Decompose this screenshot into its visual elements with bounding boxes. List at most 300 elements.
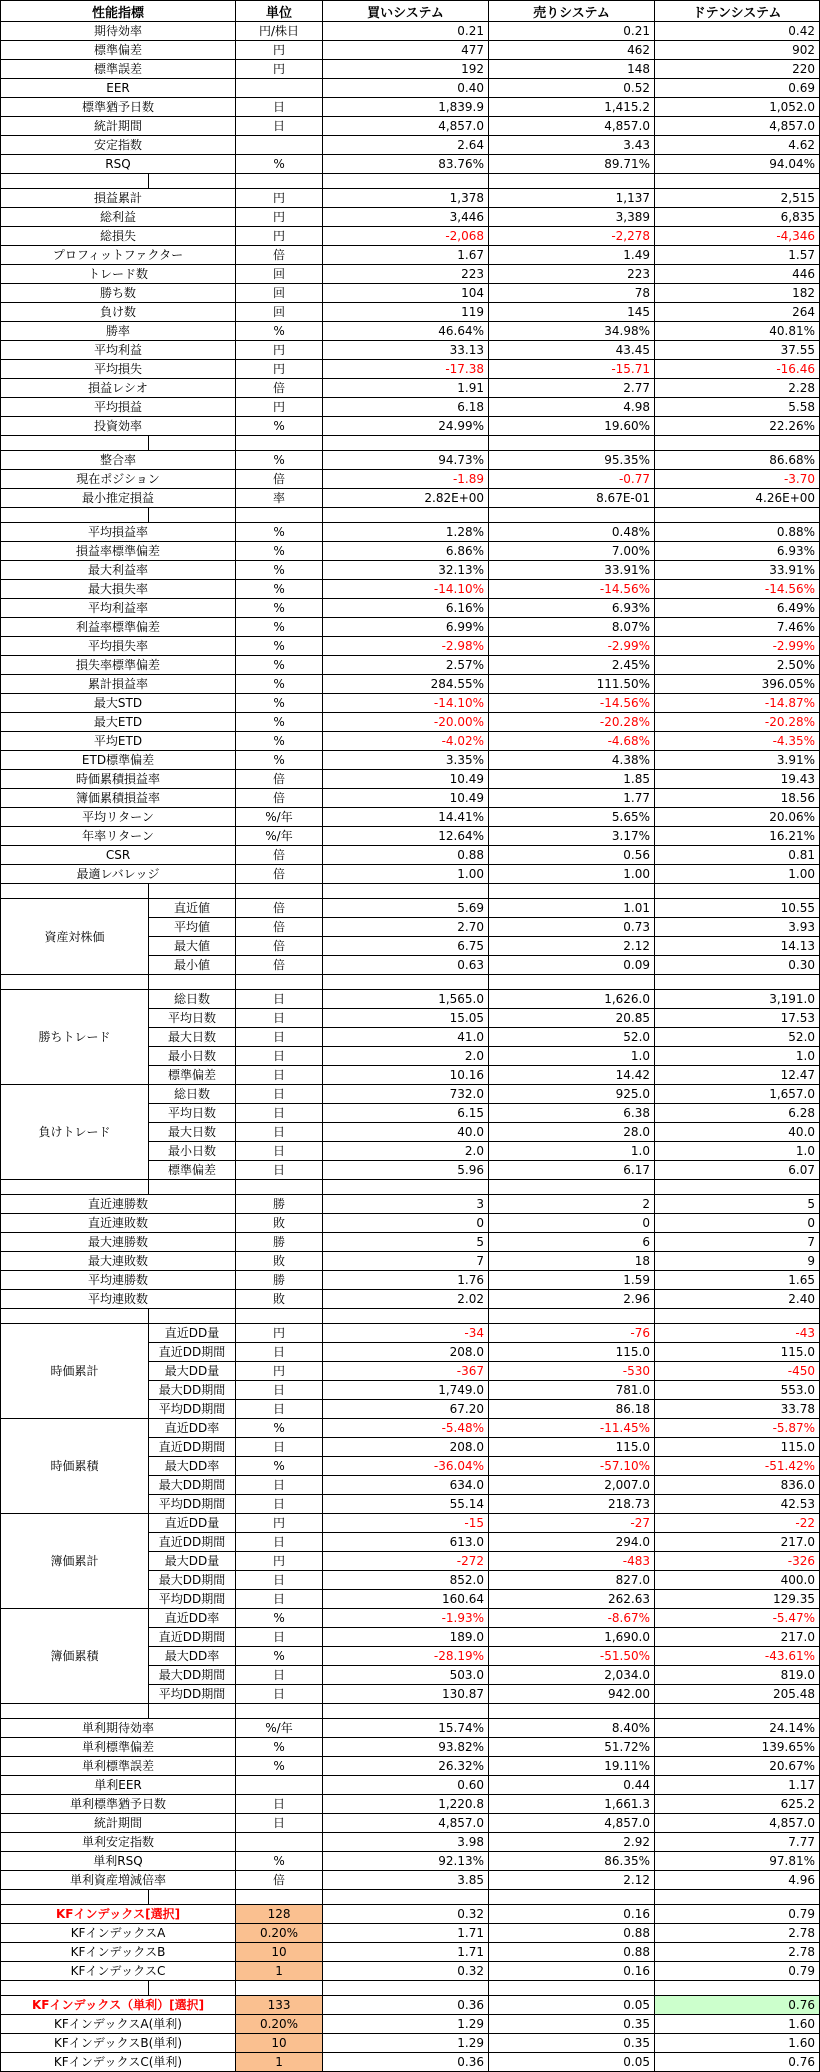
value-cell: 902	[655, 41, 820, 60]
value-cell: 2.50%	[655, 656, 820, 675]
unit-cell: 日	[236, 1590, 323, 1609]
unit-cell: 倍	[236, 899, 323, 918]
value-cell: 400.0	[655, 1571, 820, 1590]
value-cell: 1.71	[323, 1924, 489, 1943]
value-cell: 1.00	[323, 865, 489, 884]
spacer-cell	[655, 1704, 820, 1719]
value-cell: 51.72%	[489, 1738, 655, 1757]
value-cell: 4.98	[489, 398, 655, 417]
metric-label: CSR	[1, 846, 236, 865]
metric-label: 単利期待効率	[1, 1719, 236, 1738]
spacer-cell	[655, 1890, 820, 1905]
spacer-cell	[489, 1981, 655, 1996]
unit-cell: %	[236, 1738, 323, 1757]
value-cell: 732.0	[323, 1085, 489, 1104]
value-cell: 264	[655, 303, 820, 322]
value-cell: 223	[489, 265, 655, 284]
unit-cell: %	[236, 599, 323, 618]
spacer-cell	[323, 436, 489, 451]
value-cell: 1,565.0	[323, 990, 489, 1009]
unit-cell	[236, 79, 323, 98]
value-cell: 33.78	[655, 1400, 820, 1419]
metric-label: 年率リターン	[1, 827, 236, 846]
value-cell: 0.21	[323, 22, 489, 41]
unit-cell: 敗	[236, 1290, 323, 1309]
value-cell: -15.71	[489, 360, 655, 379]
value-cell: 67.20	[323, 1400, 489, 1419]
metric-label: 最大利益率	[1, 561, 236, 580]
unit-cell: 率	[236, 489, 323, 508]
value-cell: 0.35	[489, 2015, 655, 2034]
value-cell: 7.46%	[655, 618, 820, 637]
spacer-cell	[489, 174, 655, 189]
value-cell: 0.76	[655, 2053, 820, 2072]
spacer-cell	[489, 436, 655, 451]
unit-cell: 倍	[236, 1871, 323, 1890]
value-cell: 1.0	[489, 1142, 655, 1161]
table-row	[1, 360, 820, 379]
spacer-cell	[323, 1704, 489, 1719]
metric-label: 簿価累積損益率	[1, 789, 236, 808]
spacer-cell	[655, 975, 820, 990]
value-cell: 0.21	[489, 22, 655, 41]
value-cell: 94.04%	[655, 155, 820, 174]
unit-cell: 0.20%	[236, 1924, 323, 1943]
value-cell: 0.52	[489, 79, 655, 98]
value-cell: 10.16	[323, 1066, 489, 1085]
unit-cell: 日	[236, 117, 323, 136]
spacer-cell	[323, 1180, 489, 1195]
metric-label: 平均DD期間	[149, 1685, 236, 1704]
unit-cell: 倍	[236, 918, 323, 937]
value-cell: 2.70	[323, 918, 489, 937]
spacer-cell	[149, 1704, 236, 1719]
metric-label: 最大DD率	[149, 1647, 236, 1666]
value-cell: -2,278	[489, 227, 655, 246]
value-cell: 4.96	[655, 1871, 820, 1890]
value-cell: 33.13	[323, 341, 489, 360]
spacer-cell	[655, 1981, 820, 1996]
group-label: 簿価累計	[1, 1514, 149, 1609]
table-row	[1, 846, 820, 865]
table-row	[1, 1852, 820, 1871]
table-row	[1, 208, 820, 227]
value-cell: 0.32	[323, 1962, 489, 1981]
value-cell: 7.77	[655, 1833, 820, 1852]
metric-label: KFインデックス[選択]	[1, 1905, 236, 1924]
value-cell: 6.99%	[323, 618, 489, 637]
metric-label: 直近DD期間	[149, 1628, 236, 1647]
value-cell: 93.82%	[323, 1738, 489, 1757]
value-cell: 1.57	[655, 246, 820, 265]
unit-cell: 倍	[236, 789, 323, 808]
unit-cell: 回	[236, 265, 323, 284]
value-cell: 2.92	[489, 1833, 655, 1852]
value-cell: 0.88	[489, 1924, 655, 1943]
value-cell: 18	[489, 1252, 655, 1271]
unit-cell: 日	[236, 1400, 323, 1419]
table-row	[1, 542, 820, 561]
value-cell: 0	[323, 1214, 489, 1233]
table-row	[1, 1195, 820, 1214]
value-cell: 34.98%	[489, 322, 655, 341]
value-cell: 1,415.2	[489, 98, 655, 117]
spacer-cell	[1, 1981, 149, 1996]
value-cell: 2.82E+00	[323, 489, 489, 508]
metric-label: 時価累積損益率	[1, 770, 236, 789]
table-row	[1, 1757, 820, 1776]
value-cell: 217.0	[655, 1628, 820, 1647]
metric-label: ETD標準偏差	[1, 751, 236, 770]
value-cell: 6.49%	[655, 599, 820, 618]
spacer-cell	[149, 508, 236, 523]
value-cell: -57.10%	[489, 1457, 655, 1476]
spacer-cell	[323, 1890, 489, 1905]
value-cell: 0.35	[489, 2034, 655, 2053]
value-cell: 86.18	[489, 1400, 655, 1419]
unit-cell: 日	[236, 1381, 323, 1400]
spacer-cell	[149, 1309, 236, 1324]
spacer-cell	[489, 1180, 655, 1195]
spacer-row	[1, 975, 820, 990]
unit-cell: 円	[236, 1514, 323, 1533]
table-row	[1, 561, 820, 580]
value-cell: 0	[489, 1214, 655, 1233]
value-cell: 1.17	[655, 1776, 820, 1795]
value-cell: -14.56%	[655, 580, 820, 599]
value-cell: 2.0	[323, 1142, 489, 1161]
value-cell: 2.40	[655, 1290, 820, 1309]
unit-cell: 勝	[236, 1271, 323, 1290]
value-cell: 20.06%	[655, 808, 820, 827]
metric-label: 最小日数	[149, 1142, 236, 1161]
spacer-cell	[489, 1704, 655, 1719]
unit-cell: 円	[236, 341, 323, 360]
spacer-cell	[236, 1981, 323, 1996]
metric-label: 投資効率	[1, 417, 236, 436]
metric-label: 単利標準偏差	[1, 1738, 236, 1757]
table-row	[1, 1943, 820, 1962]
table-row	[1, 41, 820, 60]
metric-label: 最大DD期間	[149, 1381, 236, 1400]
value-cell: 1.77	[489, 789, 655, 808]
unit-cell: %	[236, 580, 323, 599]
table-row	[1, 675, 820, 694]
value-cell: 0.05	[489, 1996, 655, 2015]
spacer-row	[1, 436, 820, 451]
metric-label: 損失率標準偏差	[1, 656, 236, 675]
value-cell: 1,661.3	[489, 1795, 655, 1814]
value-cell: 223	[323, 265, 489, 284]
value-cell: 634.0	[323, 1476, 489, 1495]
unit-cell: 倍	[236, 956, 323, 975]
value-cell: -3.70	[655, 470, 820, 489]
table-row	[1, 1719, 820, 1738]
table-row	[1, 155, 820, 174]
metric-label: 平均利益率	[1, 599, 236, 618]
unit-cell: 日	[236, 1685, 323, 1704]
value-cell: -4.68%	[489, 732, 655, 751]
metric-label: 平均値	[149, 918, 236, 937]
value-cell: -27	[489, 1514, 655, 1533]
spacer-cell	[236, 1704, 323, 1719]
value-cell: 20.67%	[655, 1757, 820, 1776]
spacer-cell	[489, 975, 655, 990]
table-row	[1, 1324, 820, 1343]
value-cell: 4,857.0	[489, 117, 655, 136]
metric-label: 総利益	[1, 208, 236, 227]
value-cell: 942.00	[489, 1685, 655, 1704]
value-cell: 6.18	[323, 398, 489, 417]
metric-label: 総損失	[1, 227, 236, 246]
unit-cell: 円	[236, 1552, 323, 1571]
value-cell: 0.05	[489, 2053, 655, 2072]
group-label: 勝ちトレード	[1, 990, 149, 1085]
value-cell: 0.79	[655, 1962, 820, 1981]
unit-cell: 円	[236, 208, 323, 227]
value-cell: 6.07	[655, 1161, 820, 1180]
unit-cell: 10	[236, 1943, 323, 1962]
value-cell: 5.58	[655, 398, 820, 417]
unit-cell: %	[236, 155, 323, 174]
metric-label: KFインデックスB	[1, 1943, 236, 1962]
header-doten-system: ドテンシステム	[655, 1, 820, 22]
unit-cell: %	[236, 561, 323, 580]
unit-cell: 敗	[236, 1252, 323, 1271]
value-cell: 446	[655, 265, 820, 284]
value-cell: 3,389	[489, 208, 655, 227]
unit-cell: 日	[236, 1666, 323, 1685]
metric-label: 整合率	[1, 451, 236, 470]
value-cell: 7	[323, 1252, 489, 1271]
value-cell: -14.10%	[323, 694, 489, 713]
spacer-cell	[236, 436, 323, 451]
value-cell: 12.64%	[323, 827, 489, 846]
spacer-cell	[149, 436, 236, 451]
value-cell: 1.67	[323, 246, 489, 265]
value-cell: 37.55	[655, 341, 820, 360]
value-cell: 2.28	[655, 379, 820, 398]
value-cell: 86.35%	[489, 1852, 655, 1871]
group-label: 資産対株価	[1, 899, 149, 975]
metric-label: 直近値	[149, 899, 236, 918]
value-cell: 139.65%	[655, 1738, 820, 1757]
spacer-cell	[236, 884, 323, 899]
unit-cell: %	[236, 713, 323, 732]
table-row	[1, 1271, 820, 1290]
unit-cell: %	[236, 732, 323, 751]
table-row	[1, 60, 820, 79]
value-cell: 1.0	[655, 1142, 820, 1161]
value-cell: 18.56	[655, 789, 820, 808]
spacer-cell	[236, 975, 323, 990]
metric-label: 損益累計	[1, 189, 236, 208]
header-metric: 性能指標	[1, 1, 236, 22]
value-cell: 1,137	[489, 189, 655, 208]
metric-label: 直近DD率	[149, 1419, 236, 1438]
metric-label: 安定指数	[1, 136, 236, 155]
value-cell: 5.65%	[489, 808, 655, 827]
table-row	[1, 580, 820, 599]
spacer-cell	[323, 1309, 489, 1324]
value-cell: 220	[655, 60, 820, 79]
value-cell: 1.29	[323, 2034, 489, 2053]
unit-cell: 日	[236, 1085, 323, 1104]
table-row	[1, 637, 820, 656]
spacer-cell	[655, 174, 820, 189]
value-cell: 52.0	[655, 1028, 820, 1047]
value-cell: 192	[323, 60, 489, 79]
spacer-cell	[1, 975, 149, 990]
value-cell: 1,749.0	[323, 1381, 489, 1400]
metric-label: 勝ち数	[1, 284, 236, 303]
value-cell: 94.73%	[323, 451, 489, 470]
table-row	[1, 713, 820, 732]
metric-label: 平均DD期間	[149, 1400, 236, 1419]
unit-cell: 円	[236, 189, 323, 208]
value-cell: 28.0	[489, 1123, 655, 1142]
value-cell: 3.35%	[323, 751, 489, 770]
value-cell: 119	[323, 303, 489, 322]
metric-label: 最大日数	[149, 1028, 236, 1047]
value-cell: 9	[655, 1252, 820, 1271]
metric-label: 直近DD率	[149, 1609, 236, 1628]
value-cell: 115.0	[655, 1343, 820, 1362]
unit-cell: 1	[236, 1962, 323, 1981]
unit-cell: %	[236, 1457, 323, 1476]
value-cell: 0.32	[323, 1905, 489, 1924]
unit-cell: 倍	[236, 379, 323, 398]
metric-label: 最大連勝数	[1, 1233, 236, 1252]
metric-label: 標準偏差	[1, 41, 236, 60]
value-cell: 4.38%	[489, 751, 655, 770]
spacer-cell	[1, 884, 149, 899]
value-cell: -4.02%	[323, 732, 489, 751]
value-cell: 10.49	[323, 770, 489, 789]
unit-cell: 日	[236, 1533, 323, 1552]
unit-cell: 日	[236, 1628, 323, 1647]
unit-cell: 倍	[236, 770, 323, 789]
value-cell: 2.64	[323, 136, 489, 155]
value-cell: 1.00	[489, 865, 655, 884]
value-cell: 24.99%	[323, 417, 489, 436]
spacer-cell	[323, 884, 489, 899]
value-cell: 115.0	[655, 1438, 820, 1457]
spacer-row	[1, 1309, 820, 1324]
metric-label: 最大DD率	[149, 1457, 236, 1476]
table-row	[1, 246, 820, 265]
metric-label: 平均損益	[1, 398, 236, 417]
value-cell: 115.0	[489, 1343, 655, 1362]
unit-cell: 日	[236, 990, 323, 1009]
value-cell: 205.48	[655, 1685, 820, 1704]
group-label: 時価累積	[1, 1419, 149, 1514]
spacer-cell	[655, 884, 820, 899]
metric-label: 最大値	[149, 937, 236, 956]
value-cell: 20.85	[489, 1009, 655, 1028]
table-row	[1, 451, 820, 470]
metric-label: トレード数	[1, 265, 236, 284]
metric-label: 最大日数	[149, 1123, 236, 1142]
metric-label: 平均損益率	[1, 523, 236, 542]
value-cell: 0	[655, 1214, 820, 1233]
value-cell: 14.42	[489, 1066, 655, 1085]
unit-cell: %	[236, 1757, 323, 1776]
metric-label: 単利資産増減倍率	[1, 1871, 236, 1890]
metric-label: 標準偏差	[149, 1066, 236, 1085]
metric-label: 直近DD期間	[149, 1533, 236, 1552]
value-cell: -14.56%	[489, 694, 655, 713]
table-row	[1, 1871, 820, 1890]
value-cell: 129.35	[655, 1590, 820, 1609]
metric-label: 平均損失	[1, 360, 236, 379]
table-row	[1, 489, 820, 508]
value-cell: 19.11%	[489, 1757, 655, 1776]
value-cell: 0.30	[655, 956, 820, 975]
value-cell: 1.71	[323, 1943, 489, 1962]
value-cell: 41.0	[323, 1028, 489, 1047]
table-row	[1, 618, 820, 637]
value-cell: 1,839.9	[323, 98, 489, 117]
metric-label: 最大損失率	[1, 580, 236, 599]
value-cell: 1,626.0	[489, 990, 655, 1009]
metric-label: KFインデックス（単利）[選択]	[1, 1996, 236, 2015]
table-row	[1, 1996, 820, 2015]
value-cell: -5.87%	[655, 1419, 820, 1438]
spacer-row	[1, 1704, 820, 1719]
value-cell: 8.67E-01	[489, 489, 655, 508]
value-cell: 208.0	[323, 1438, 489, 1457]
metric-label: KFインデックスC	[1, 1962, 236, 1981]
table-row	[1, 523, 820, 542]
unit-cell: 日	[236, 98, 323, 117]
spacer-cell	[655, 508, 820, 523]
spacer-row	[1, 1981, 820, 1996]
value-cell: 2,515	[655, 189, 820, 208]
spacer-cell	[323, 1981, 489, 1996]
unit-cell: 日	[236, 1814, 323, 1833]
header-buy-system: 買いシステム	[323, 1, 489, 22]
value-cell: 5.69	[323, 899, 489, 918]
unit-cell: 日	[236, 1476, 323, 1495]
value-cell: 4,857.0	[489, 1814, 655, 1833]
value-cell: 46.64%	[323, 322, 489, 341]
value-cell: 189.0	[323, 1628, 489, 1647]
value-cell: -0.77	[489, 470, 655, 489]
unit-cell: 日	[236, 1123, 323, 1142]
value-cell: 40.81%	[655, 322, 820, 341]
value-cell: 1.60	[655, 2015, 820, 2034]
spacer-cell	[323, 975, 489, 990]
metric-label: 平均DD期間	[149, 1495, 236, 1514]
table-row	[1, 899, 820, 918]
table-row	[1, 1776, 820, 1795]
value-cell: 396.05%	[655, 675, 820, 694]
unit-cell: 回	[236, 303, 323, 322]
value-cell: 89.71%	[489, 155, 655, 174]
unit-cell: 勝	[236, 1195, 323, 1214]
value-cell: 3.43	[489, 136, 655, 155]
spacer-row	[1, 884, 820, 899]
value-cell: 4,857.0	[655, 117, 820, 136]
unit-cell: 0.20%	[236, 2015, 323, 2034]
value-cell: 6.75	[323, 937, 489, 956]
unit-cell: 日	[236, 1047, 323, 1066]
value-cell: 925.0	[489, 1085, 655, 1104]
unit-cell: 敗	[236, 1214, 323, 1233]
metric-label: 負け数	[1, 303, 236, 322]
spacer-cell	[323, 174, 489, 189]
